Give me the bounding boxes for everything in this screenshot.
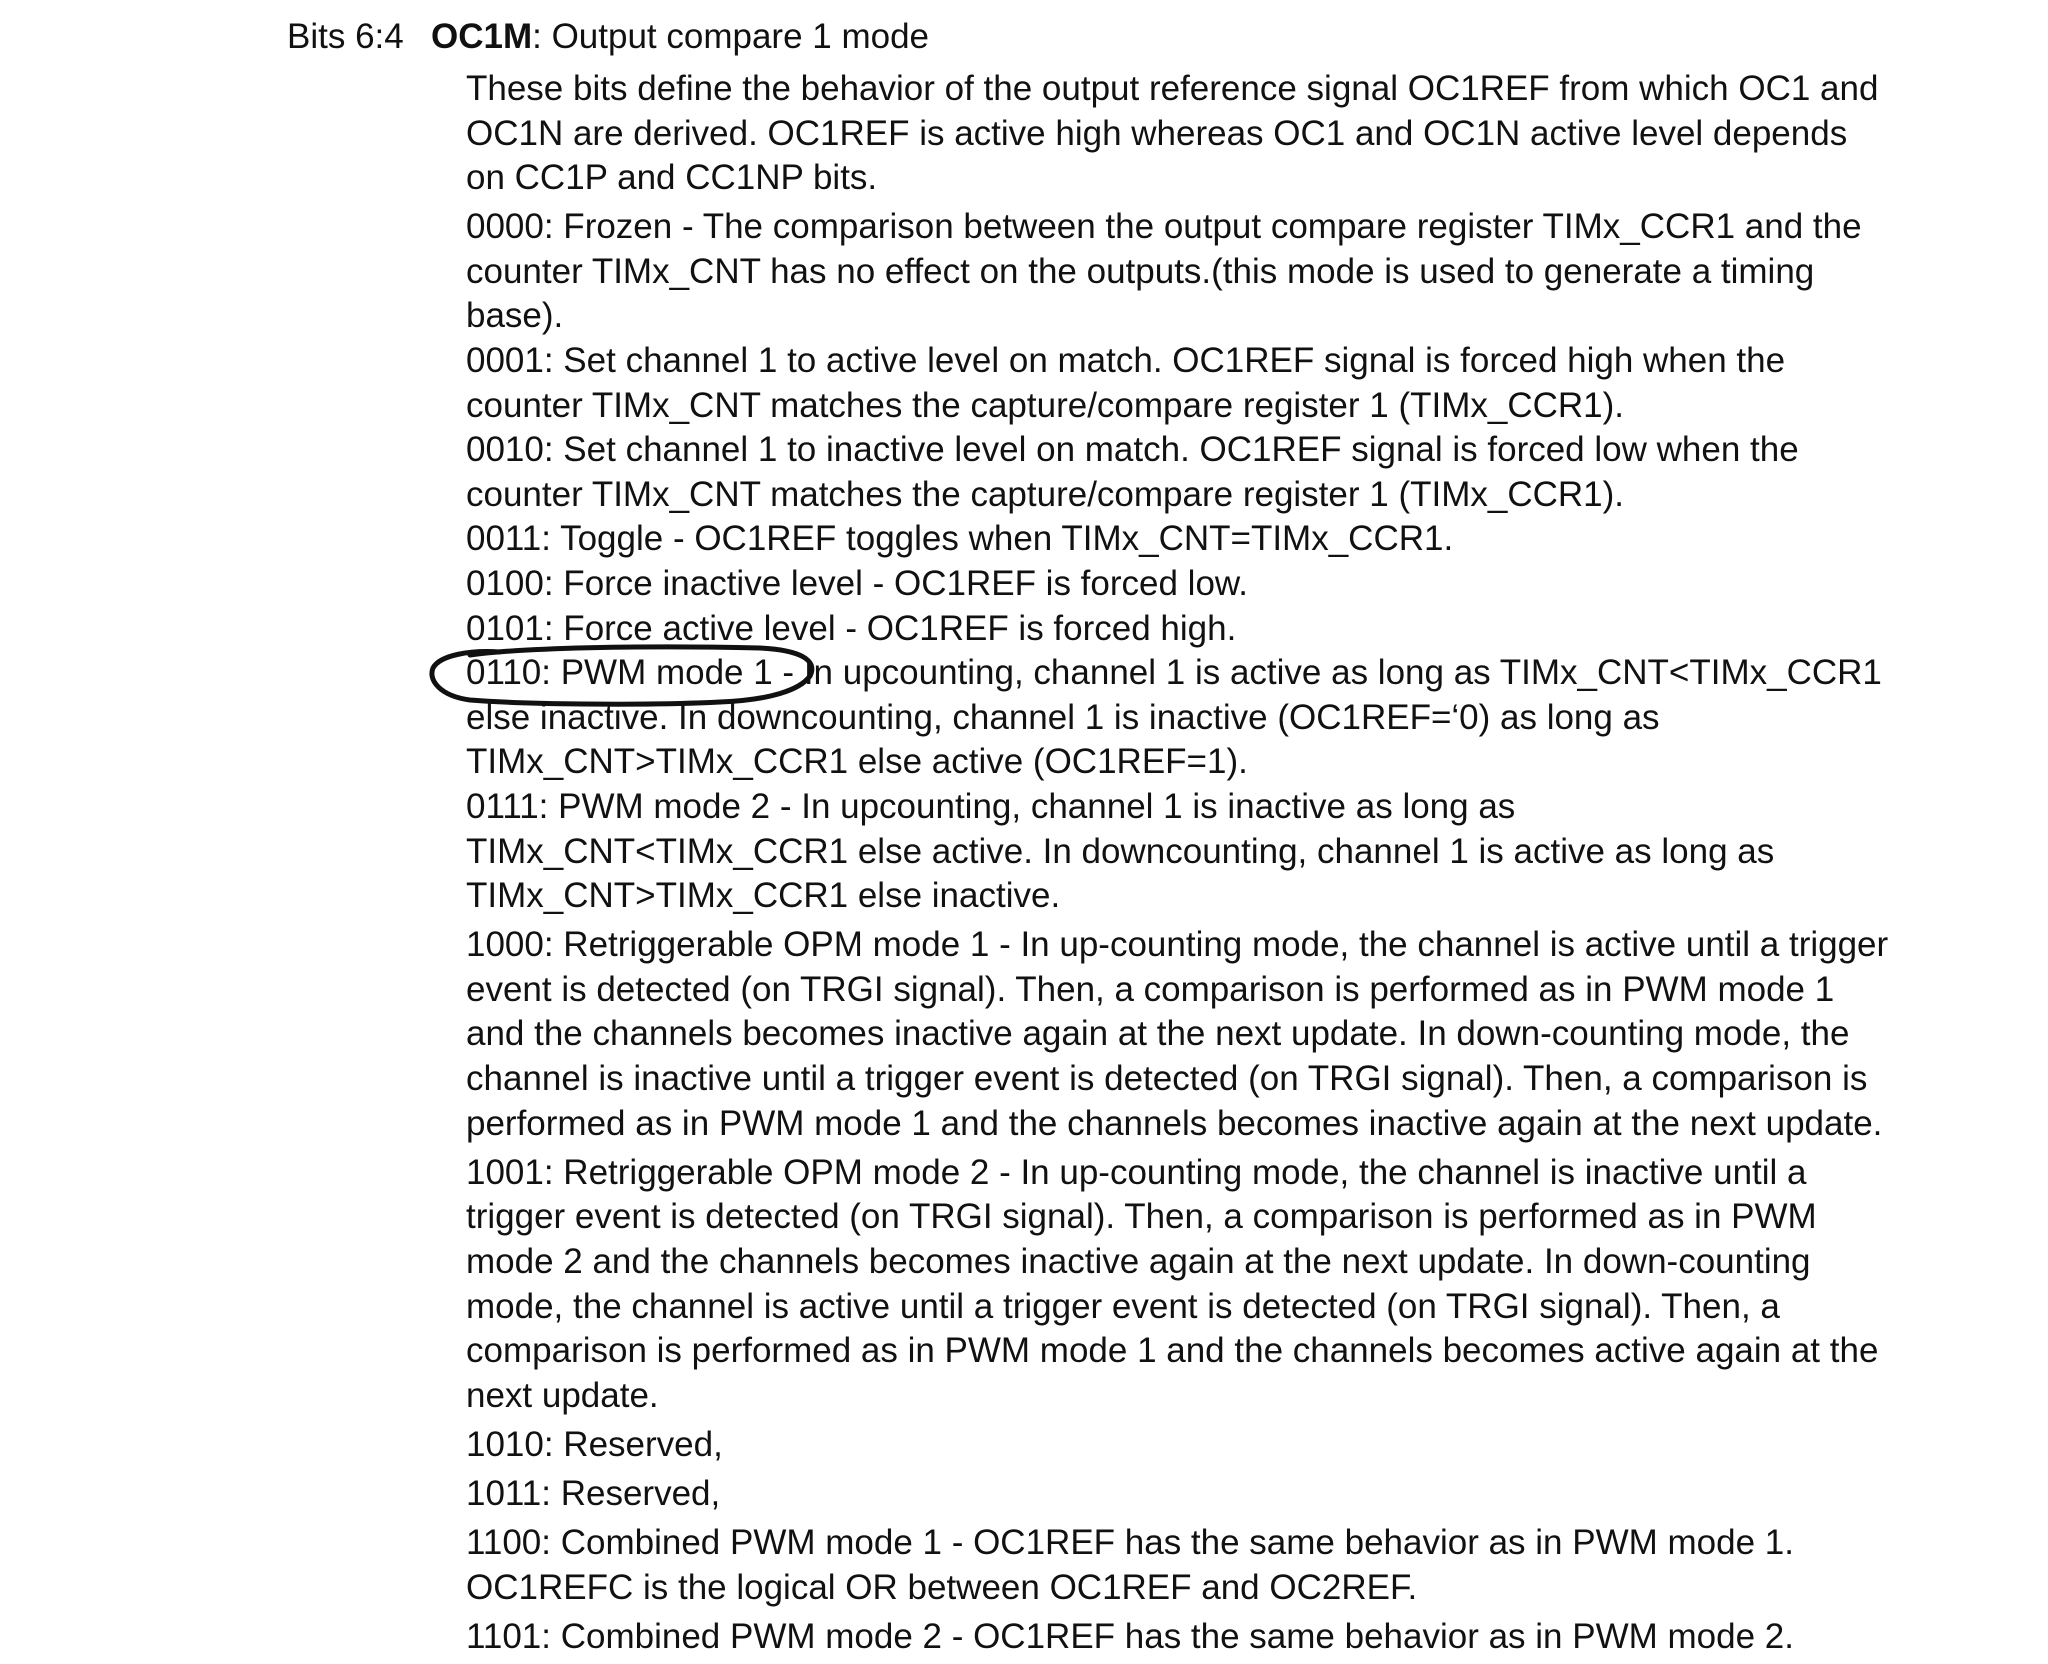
description-line: mode, the channel is active until a trigger event is detected (on TRGI signal). Then, a [466,1286,1780,1326]
description-line: comparison is performed as in PWM mode 1 and the channels becomes active again at the [466,1331,1879,1371]
description-line: else inactive. In downcounting, channel 1 is inactive (OC1REF=‘0) as long as [466,697,1660,737]
field-name: OC1M [431,17,533,56]
description-line: 0101: Force active level - OC1REF is forced high. [466,608,1237,648]
description-paragraph [466,1151,1986,1419]
description-line: next update. [466,1375,659,1415]
description-line: counter TIMx_CNT matches the capture/compare register 1 (TIMx_CCR1). [466,474,1624,514]
description-line: 1001: Retriggerable OPM mode 2 - In up-counting mode, the channel is inactive until a [466,1152,1807,1192]
field-description [466,67,1986,1664]
description-line: TIMx_CNT>TIMx_CCR1 else active (OC1REF=1). [466,742,1248,782]
description-line: 1010: Reserved, [466,1424,723,1464]
description-paragraph [466,1472,1986,1517]
description-line: 1100: Combined PWM mode 1 - OC1REF has the same behavior as in PWM mode 1. [466,1523,1794,1562]
description-line: 0010: Set channel 1 to inactive level on match. OC1REF signal is forced low when the [466,430,1799,470]
description-line: trigger event is detected (on TRGI signal). Then, a comparison is performed as in PWM [466,1197,1817,1237]
description-line: These bits define the behavior of the output reference signal OC1REF from which OC1 and [466,69,1879,108]
description-line: event is detected (on TRGI signal). Then, a comparison is performed as in PWM mode 1 [466,969,1835,1009]
description-line: on CC1P and CC1NP bits. [466,158,878,198]
description-paragraph [466,923,1986,1146]
register-field-header [287,14,929,60]
description-line: 0100: Force inactive level - OC1REF is forced low. [466,564,1248,604]
description-line: OC1REFC is the logical OR between OC1REF and OC2REF. [466,1567,1418,1607]
description-line: 1000: Retriggerable OPM mode 1 - In up-counting mode, the channel is active until a trigger [466,925,1889,965]
description-line: performed as in PWM mode 1 and the channels becomes inactive again at the next update. [466,1103,1883,1143]
description-line: base). [466,296,564,336]
description-line: 1101: Combined PWM mode 2 - OC1REF has the same behavior as in PWM mode 2. [466,1616,1794,1656]
description-line: channel is inactive until a trigger event is detected (on TRGI signal). Then, a comparison is [466,1059,1868,1099]
description-paragraph [466,67,1986,201]
description-line: TIMx_CNT>TIMx_CCR1 else inactive. [466,876,1061,916]
description-line: mode 2 and the channels becomes inactive again at the next update. In down-counting [466,1241,1811,1281]
description-paragraph [466,1615,1986,1660]
field-title: : Output compare 1 mode [532,17,930,56]
description-line: counter TIMx_CNT has no effect on the outputs.(this mode is used to generate a timing [466,251,1815,291]
description-paragraph [466,205,1986,919]
description-line: TIMx_CNT<TIMx_CCR1 else active. In downcounting, channel 1 is active as long as [466,831,1775,871]
description-line: and the channels becomes inactive again at the next update. In down-counting mode, the [466,1014,1850,1054]
description-line: 0001: Set channel 1 to active level on match. OC1REF signal is forced high when the [466,341,1786,381]
description-line: 0110: PWM mode 1 - In upcounting, channel 1 is active as long as TIMx_CNT<TIMx_CCR1 [466,653,1882,693]
description-line: 0000: Frozen - The comparison between the output compare register TIMx_CCR1 and the [466,207,1862,247]
description-line: counter TIMx_CNT matches the capture/compare register 1 (TIMx_CCR1). [466,385,1624,425]
bit-range: Bits 6:4 [287,17,404,56]
description-line: OC1N are derived. OC1REF is active high whereas OC1 and OC1N active level depends [466,113,1848,153]
description-line: 0011: Toggle - OC1REF toggles when TIMx_CNT=TIMx_CCR1. [466,519,1454,559]
description-line: 1011: Reserved, [466,1473,721,1513]
description-paragraph [466,1423,1986,1468]
description-line: 0111: PWM mode 2 - In upcounting, channel 1 is inactive as long as [466,787,1516,826]
description-paragraph [466,1521,1986,1610]
